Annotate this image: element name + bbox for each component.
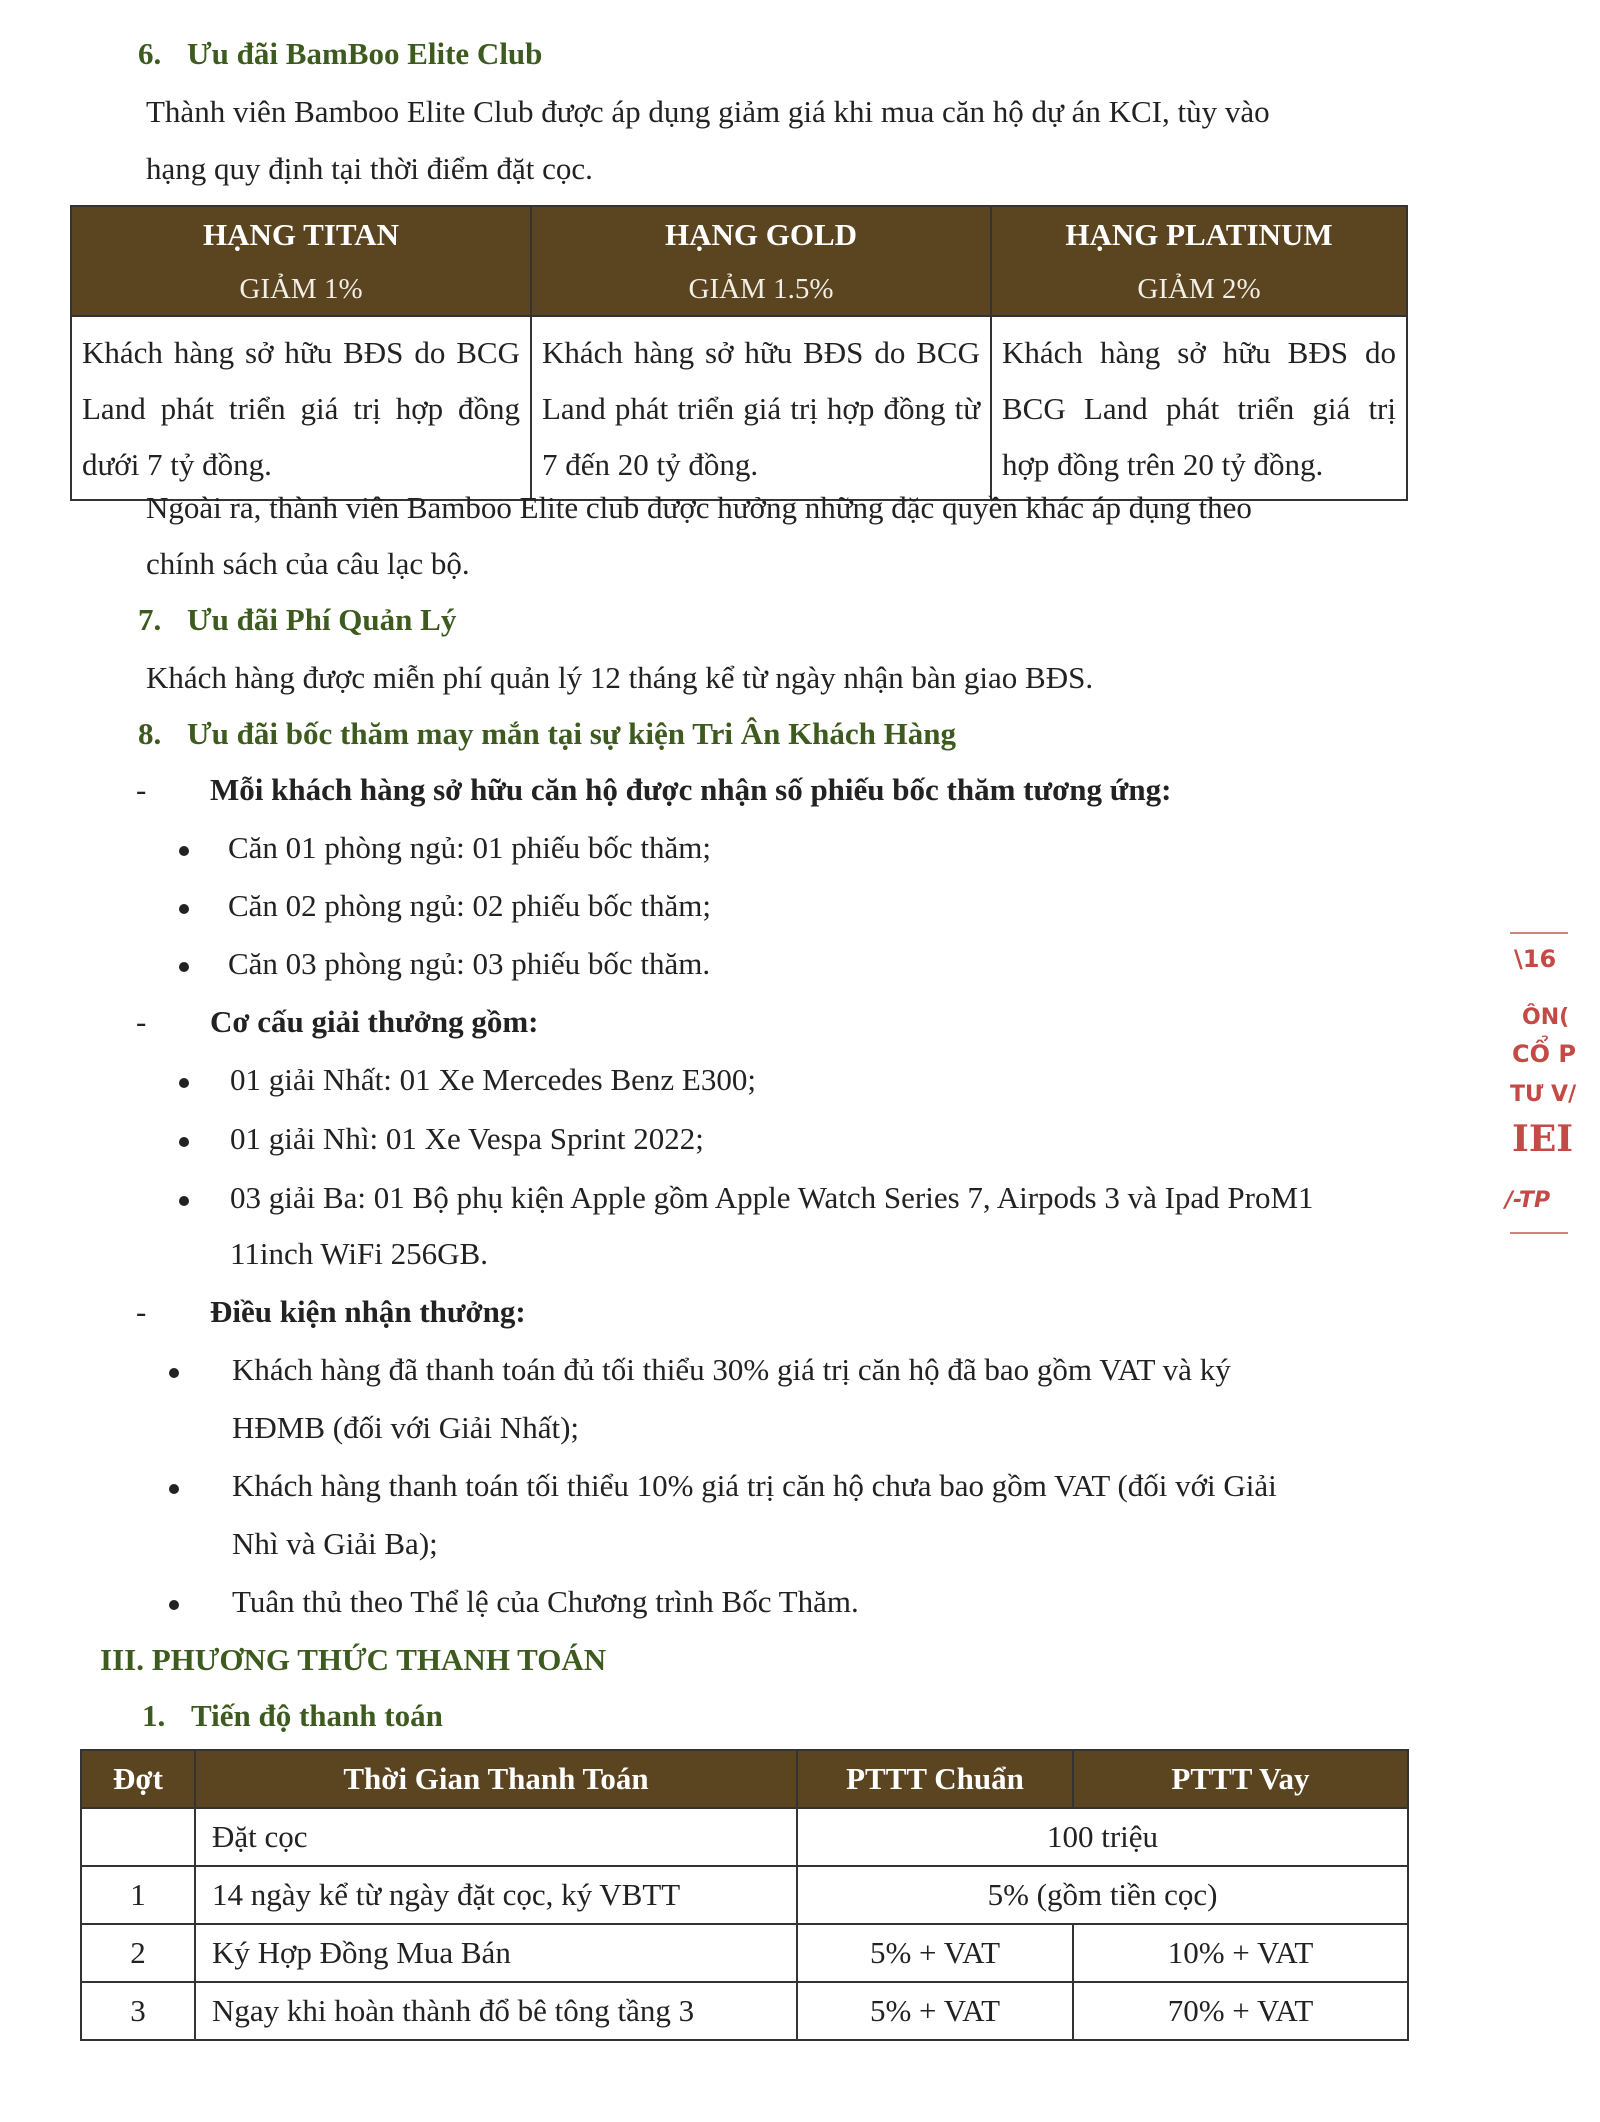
stamp-arc-line bbox=[1510, 932, 1568, 934]
prize-item-1: 01 giải Nhất: 01 Xe Mercedes Benz E300; bbox=[230, 1062, 756, 1097]
row-merged-value: 5% (gồm tiền cọc) bbox=[797, 1866, 1408, 1924]
condition-1-line2: HĐMB (đối với Giải Nhất); bbox=[232, 1410, 580, 1445]
prize-item-3-line2: 11inch WiFi 256GB. bbox=[230, 1236, 488, 1271]
header-pttt-vay: PTTT Vay bbox=[1073, 1750, 1408, 1808]
table-row bbox=[81, 1924, 1408, 1982]
section-6-title: Ưu đãi BamBoo Elite Club bbox=[187, 36, 543, 71]
section-7-text: Khách hàng được miễn phí quản lý 12 tháng kể từ ngày nhận bàn giao BĐS. bbox=[146, 660, 1094, 695]
section-6-intro-line1: Thành viên Bamboo Elite Club được áp dụng giảm giá khi mua căn hộ dự án KCI, tùy vào bbox=[146, 94, 1270, 129]
tier-gold-discount: GIẢM 1.5% bbox=[531, 263, 991, 316]
tier-titan-header: HẠNG TITAN bbox=[71, 206, 531, 263]
ticket-item-3: Căn 03 phòng ngủ: 03 phiếu bốc thăm. bbox=[228, 946, 711, 981]
tier-platinum-description: Khách hàng sở hữu BĐS do BCG Land phát triển giá trị hợp đồng trên 20 tỷ đồng. bbox=[991, 316, 1407, 500]
tier-platinum-discount: GIẢM 2% bbox=[991, 263, 1407, 316]
row-dot: 1 bbox=[81, 1866, 195, 1924]
section-8-number: 8. bbox=[138, 716, 162, 751]
row-dot bbox=[81, 1808, 195, 1866]
section-8-title: Ưu đãi bốc thăm may mắn tại sự kiện Tri Ân Khách Hàng bbox=[187, 716, 957, 751]
elite-club-table bbox=[70, 205, 1408, 501]
header-time: Thời Gian Thanh Toán bbox=[195, 1750, 797, 1808]
row-pttt-chuan: 5% + VAT bbox=[797, 1982, 1073, 2040]
row-dot: 3 bbox=[81, 1982, 195, 2040]
header-pttt-chuan: PTTT Chuẩn bbox=[797, 1750, 1073, 1808]
condition-2-line2: Nhì và Giải Ba); bbox=[232, 1526, 438, 1561]
bullet-icon bbox=[169, 1368, 179, 1378]
payment-schedule-title: Tiến độ thanh toán bbox=[191, 1698, 443, 1733]
header-dot: Đợt bbox=[81, 1750, 195, 1808]
bullet-icon bbox=[179, 1078, 189, 1088]
condition-3: Tuân thủ theo Thể lệ của Chương trình Bốc Thăm. bbox=[232, 1584, 859, 1619]
payment-schedule-heading bbox=[142, 1698, 443, 1734]
row-time: Đặt cọc bbox=[195, 1808, 797, 1866]
row-time: Ngay khi hoàn thành đổ bê tông tầng 3 bbox=[195, 1982, 797, 2040]
conditions-heading: Điều kiện nhận thưởng: bbox=[210, 1294, 526, 1329]
stamp-arc-line bbox=[1510, 1232, 1568, 1234]
dash-marker: - bbox=[136, 772, 147, 807]
payment-table bbox=[80, 1749, 1409, 2041]
table-row bbox=[81, 1866, 1408, 1924]
stamp-text-4: TƯ V/ bbox=[1510, 1082, 1577, 1107]
section-7-number: 7. bbox=[138, 602, 162, 637]
bullet-icon bbox=[179, 1137, 189, 1147]
bullet-icon bbox=[179, 1196, 189, 1206]
prize-item-3-line1: 03 giải Ba: 01 Bộ phụ kiện Apple gồm Apple Watch Series 7, Airpods 3 và Ipad ProM1 bbox=[230, 1180, 1314, 1215]
bullet-icon bbox=[169, 1600, 179, 1610]
payment-schedule-number: 1. bbox=[142, 1698, 166, 1733]
prize-item-2: 01 giải Nhì: 01 Xe Vespa Sprint 2022; bbox=[230, 1121, 704, 1156]
dash-marker: - bbox=[136, 1004, 147, 1039]
table-row bbox=[81, 1982, 1408, 2040]
section-7-title: Ưu đãi Phí Quản Lý bbox=[187, 602, 457, 637]
bullet-icon bbox=[179, 962, 189, 972]
ticket-item-1: Căn 01 phòng ngủ: 01 phiếu bốc thăm; bbox=[228, 830, 712, 865]
condition-2-line1: Khách hàng thanh toán tối thiểu 10% giá trị căn hộ chưa bao gồm VAT (đối với Giải bbox=[232, 1468, 1277, 1503]
condition-1-line1: Khách hàng đã thanh toán đủ tối thiểu 30% giá trị căn hộ đã bao gồm VAT và ký bbox=[232, 1352, 1231, 1387]
bullet-icon bbox=[179, 846, 189, 856]
bullet-icon bbox=[169, 1484, 179, 1494]
section-6-heading bbox=[138, 36, 542, 72]
row-pttt-vay: 70% + VAT bbox=[1073, 1982, 1408, 2040]
row-pttt-vay: 10% + VAT bbox=[1073, 1924, 1408, 1982]
table-row bbox=[81, 1808, 1408, 1866]
stamp-text-6: /-TP bbox=[1505, 1188, 1551, 1213]
section-6-note-line2: chính sách của câu lạc bộ. bbox=[146, 546, 470, 581]
tickets-heading: Mỗi khách hàng sở hữu căn hộ được nhận số phiếu bốc thăm tương ứng: bbox=[210, 772, 1172, 807]
ticket-item-2: Căn 02 phòng ngủ: 02 phiếu bốc thăm; bbox=[228, 888, 712, 923]
section-7-heading bbox=[138, 602, 456, 638]
stamp-text-5: IEI bbox=[1512, 1118, 1574, 1160]
stamp-text-2: ÔN( bbox=[1522, 1005, 1570, 1030]
tier-titan-discount: GIẢM 1% bbox=[71, 263, 531, 316]
section-8-heading bbox=[138, 716, 956, 752]
section-6-intro-line2: hạng quy định tại thời điểm đặt cọc. bbox=[146, 151, 593, 186]
row-merged-value: 100 triệu bbox=[797, 1808, 1408, 1866]
bullet-icon bbox=[179, 904, 189, 914]
stamp-text-3: CỔ P bbox=[1512, 1040, 1576, 1068]
tier-titan-description: Khách hàng sở hữu BĐS do BCG Land phát triển giá trị hợp đồng dưới 7 tỷ đồng. bbox=[71, 316, 531, 500]
dash-marker: - bbox=[136, 1294, 147, 1329]
stamp-text-1: \16 bbox=[1514, 945, 1557, 973]
row-pttt-chuan: 5% + VAT bbox=[797, 1924, 1073, 1982]
prizes-heading: Cơ cấu giải thưởng gồm: bbox=[210, 1004, 539, 1039]
section-6-number: 6. bbox=[138, 36, 162, 71]
row-time: Ký Hợp Đồng Mua Bán bbox=[195, 1924, 797, 1982]
section-iii-title: III. PHƯƠNG THỨC THANH TOÁN bbox=[100, 1642, 607, 1677]
section-6-note-line1: Ngoài ra, thành viên Bamboo Elite club được hưởng những đặc quyền khác áp dụng theo bbox=[146, 490, 1252, 525]
tier-gold-description: Khách hàng sở hữu BĐS do BCG Land phát triển giá trị hợp đồng từ 7 đến 20 tỷ đồng. bbox=[531, 316, 991, 500]
row-time: 14 ngày kể từ ngày đặt cọc, ký VBTT bbox=[195, 1866, 797, 1924]
row-dot: 2 bbox=[81, 1924, 195, 1982]
tier-gold-header: HẠNG GOLD bbox=[531, 206, 991, 263]
tier-platinum-header: HẠNG PLATINUM bbox=[991, 206, 1407, 263]
